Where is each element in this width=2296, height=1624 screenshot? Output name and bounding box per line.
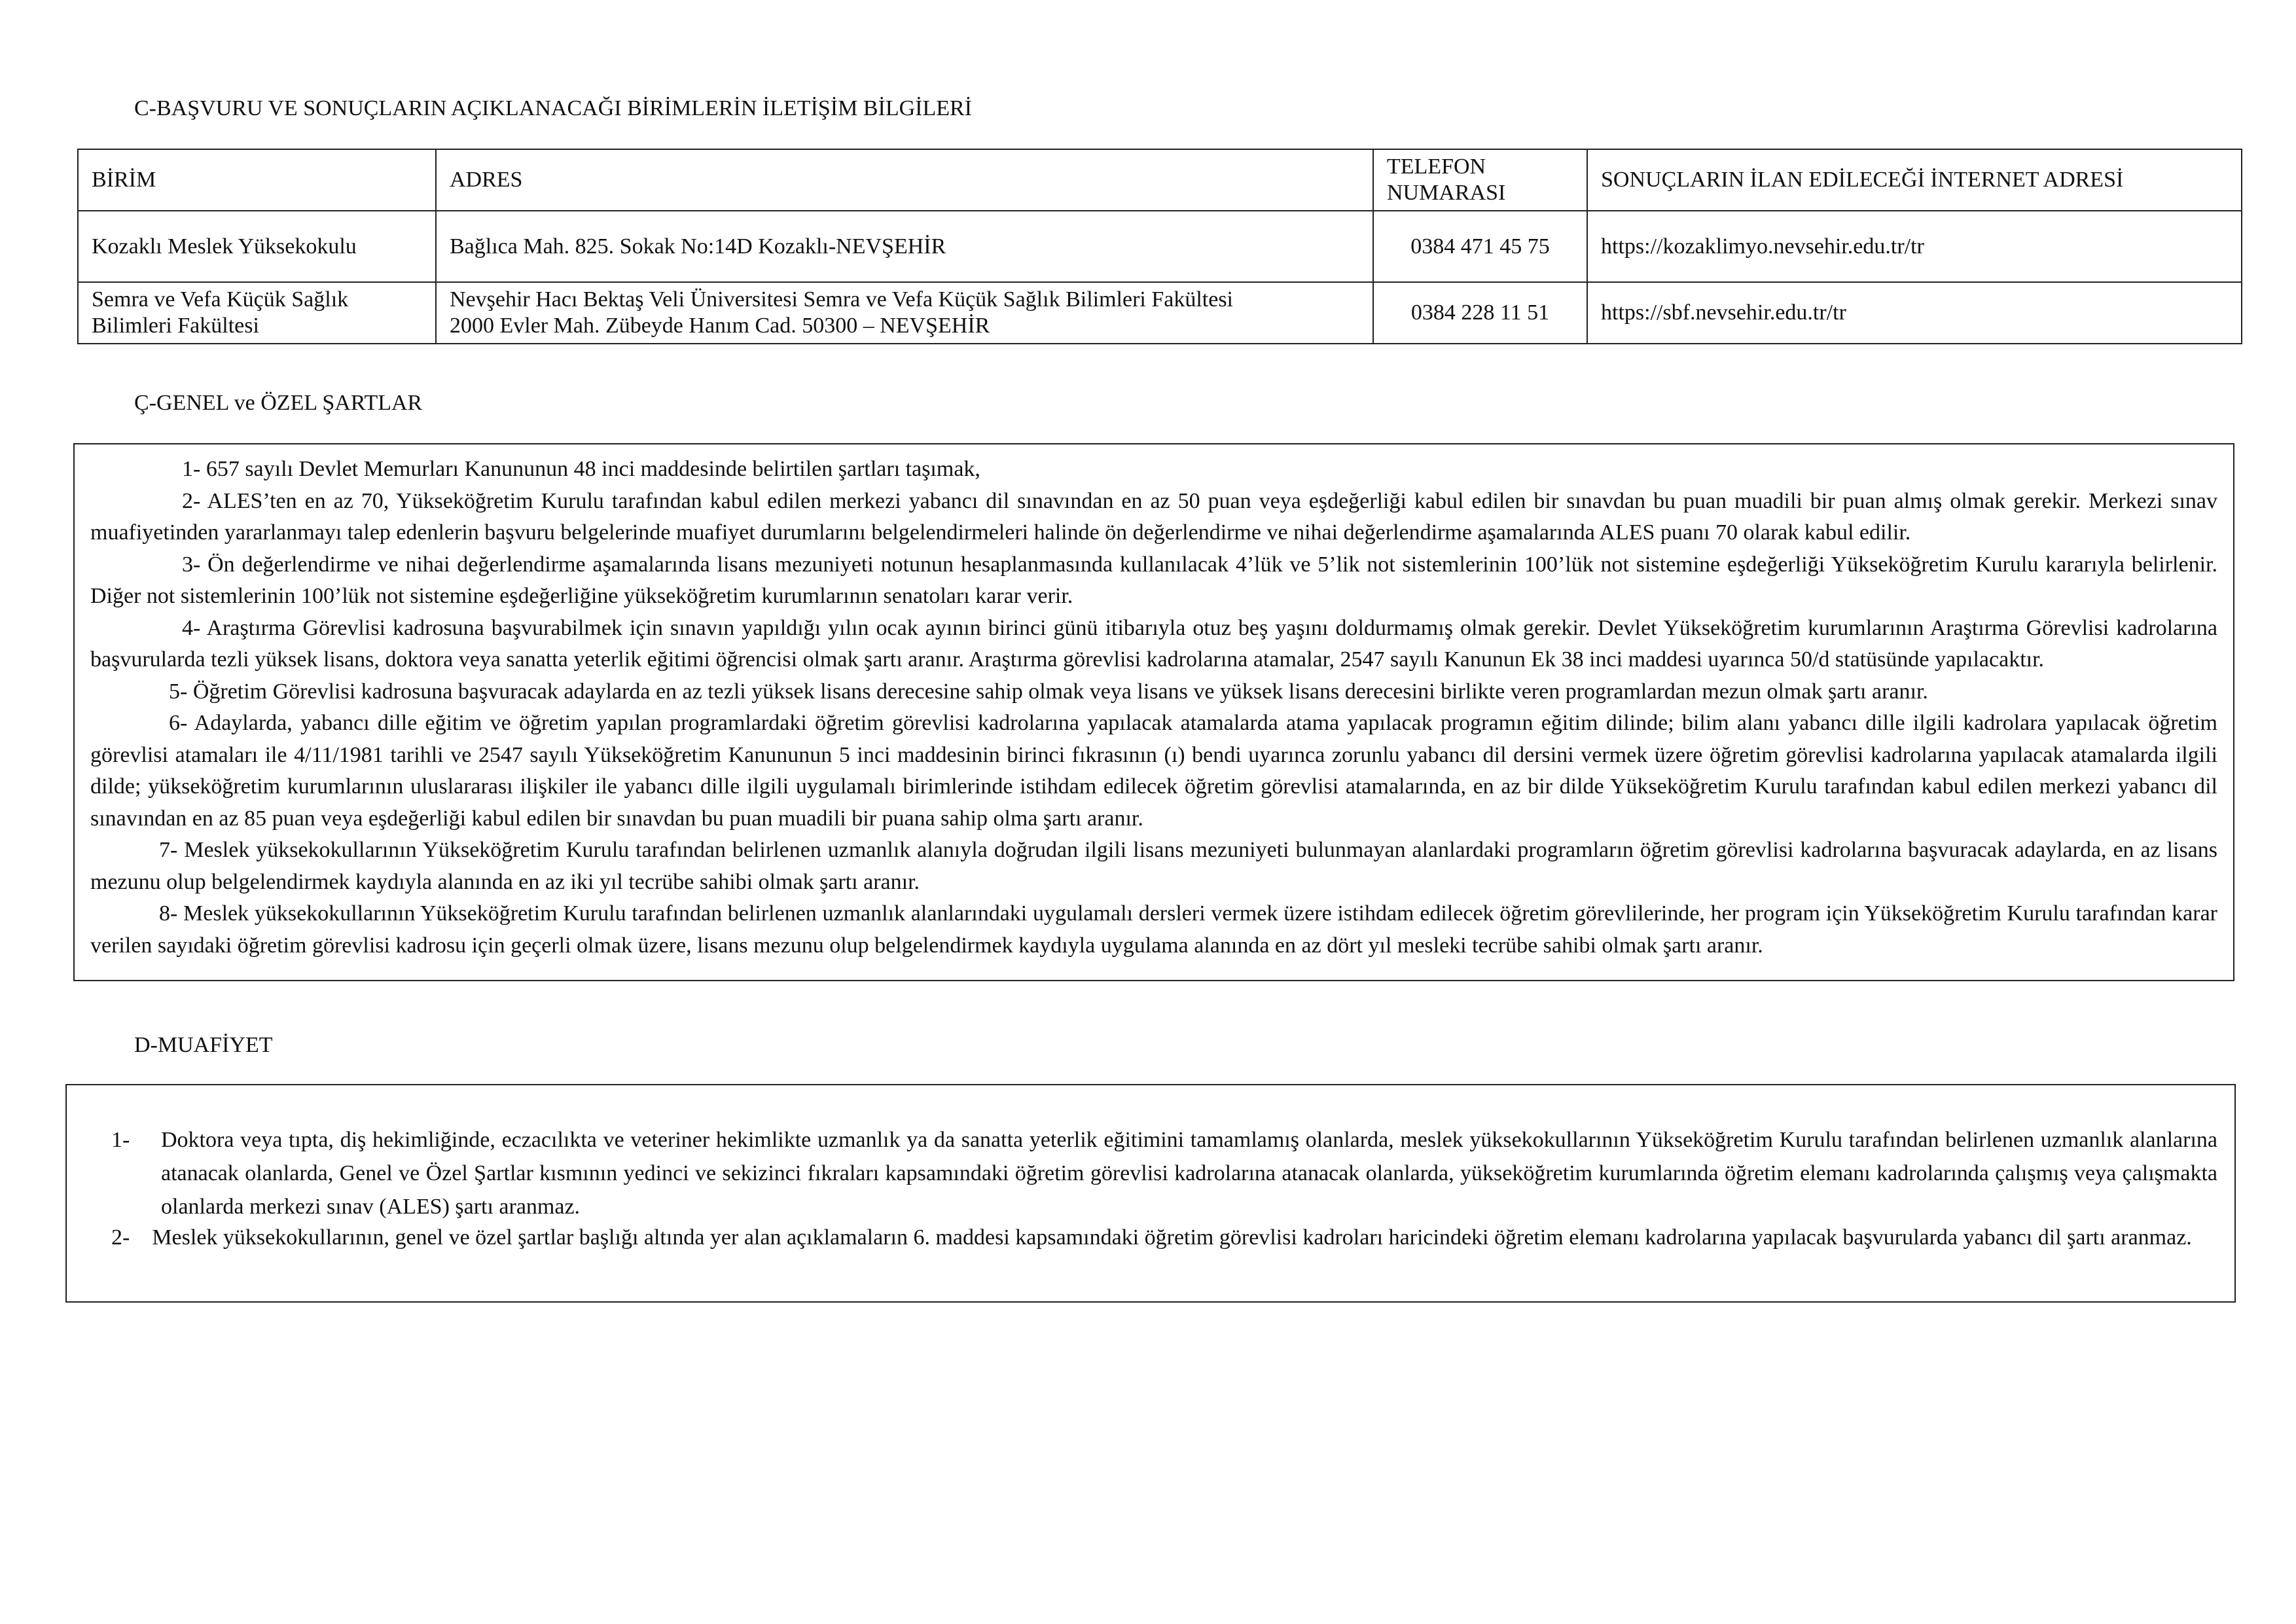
condition-item: 2- ALES’ten en az 70, Yükseköğretim Kurulu tarafından kabul edilen merkezi yabancı dil sınavından en az 50 puan veya eşdeğerliği kabul edilen bir sınavdan bu puan muadili bir puan almış olmak gerekir. Merkezi sınav muafiyetinden yararlanmayı talep edenlerin başvuru belgelerinde muafiyet durumlarını belgelendirmeleri halinde ön değerlendirme ve nihai değerlendirme aşamalarında ALES puanı 70 olarak kabul edilir.	[90, 488, 2217, 545]
section-cc-heading: Ç-GENEL ve ÖZEL ŞARTLAR	[134, 391, 423, 415]
url-cell: https://kozaklimyo.nevsehir.edu.tr/tr	[1587, 211, 2242, 282]
phone-cell: 0384 471 45 75	[1373, 211, 1587, 282]
address-cell	[436, 211, 1373, 282]
condition-item: 3- Ön değerlendirme ve nihai değerlendirme aşamalarında lisans mezuniyeti notunun hesaplanmasında kullanılacak 4’lük ve 5’lik not sistemlerinin 100’lük not sistemine eşdeğerliği Yükseköğretim Kurulu kararıyla belirlenir. Diğer not sistemlerinin 100’lük not sistemine eşdeğerliğine yükseköğretim kurumlarının senatoları karar verir.	[90, 552, 2217, 608]
conditions-box	[73, 443, 2234, 981]
table-row	[78, 211, 2242, 282]
exemption-text: Doktora veya tıpta, diş hekimliğinde, eczacılıkta ve veteriner hekimlikte uzmanlık ya da sanatta yeterlik eğitimini tamamlamış olanlarda, meslek yüksekokullarının Yükseköğretim Kurulu tarafından belirlenen uzmanlık alanlarına atanacak olanlarda, Genel ve Özel Şartlar kısmının yedinci ve sekizinci fıkraları kapsamındaki öğretim görevlisi kadrolarına atanacak olanlarda, yükseköğretim kurumlarında öğretim elemanı kadrolarında çalışmış veya çalışmakta olanlarda merkezi sınav (ALES) şartı aranmaz.	[161, 1128, 2217, 1219]
contacts-table	[77, 149, 2242, 344]
exemption-item	[93, 1221, 2217, 1254]
column-header-phone: TELEFON NUMARASI	[1373, 149, 1587, 211]
column-header-unit: BİRİM	[78, 149, 436, 211]
exemption-text: Meslek yüksekokullarının, genel ve özel şartlar başlığı altında yer alan açıklamaların 6. maddesi kapsamındaki öğretim görevlisi kadroları haricindeki öğretim elemanı kadrolarına yapılacak başvurularda yabancı dil şartı aranmaz.	[152, 1225, 2192, 1250]
address-line: Nevşehir Hacı Bektaş Veli Üniversitesi Semra ve Vefa Küçük Sağlık Bilimleri Fakültesi	[450, 287, 1234, 312]
address-line: Bağlıca Mah. 825. Sokak No:14D Kozaklı-NEVŞEHİR	[450, 234, 946, 259]
table-header-row	[78, 149, 2242, 211]
condition-item: 6- Adaylarda, yabancı dille eğitim ve öğretim yapılan programlardaki öğretim görevlisi kadrolarına yapılacak atamalarda atama yapılacak programın eğitim dilinde; bilim alanı yabancı dille ilgili kadrolara yapılacak öğretim görevlisi atamaları ile 4/11/1981 tarihli ve 2547 sayılı Yükseköğretim Kanununun 5 inci maddesinin birinci fıkrasının (ı) bendi uyarınca zorunlu yabancı dil dersini vermek üzere öğretim görevlisi kadrolarına yapılacak atamalarda ilgili dilde; yükseköğretim kurumlarının uluslararası ilişkiler ile yabancı dille ilgili uygulamalı birimlerinde istihdam edilecek öğretim görevlisi atamalarında, en az bir dilde Yükseköğretim Kurulu tarafından kabul edilen merkezi yabancı dil sınavından en az 85 puan veya eşdeğerliği kabul edilen bir sınavdan bu puan muadili bir puana sahip olma şartı aranır.	[90, 711, 2217, 831]
address-cell	[436, 282, 1373, 344]
column-header-address: ADRES	[436, 149, 1373, 211]
condition-item: 1- 657 sayılı Devlet Memurları Kanununun 48 inci maddesinde belirtilen şartları taşımak,	[182, 457, 980, 481]
unit-cell: Kozaklı Meslek Yüksekokulu	[78, 211, 436, 282]
table-row	[78, 282, 2242, 344]
exemption-number: 1-	[111, 1128, 130, 1152]
phone-cell: 0384 228 11 51	[1373, 282, 1587, 344]
condition-item: 8- Meslek yüksekokullarının Yükseköğretim Kurulu tarafından belirlenen uzmanlık alanlarındaki uygulamalı dersleri vermek üzere istihdam edilecek öğretim görevlilerinde, her program için Yükseköğretim Kurulu tarafından karar verilen sayıdaki öğretim görevlisi kadrosu için geçerli olmak üzere, lisans mezunu olup belgelendirmek kaydıyla uygulama alanında en az dört yıl mesleki tecrübe sahibi olmak şartı aranır.	[90, 901, 2217, 958]
section-c-heading: C-BAŞVURU VE SONUÇLARIN AÇIKLANACAĞI BİRİMLERİN İLETİŞİM BİLGİLERİ	[134, 96, 972, 120]
column-header-url: SONUÇLARIN İLAN EDİLECEĞİ İNTERNET ADRESİ	[1587, 149, 2242, 211]
address-line: 2000 Evler Mah. Zübeyde Hanım Cad. 50300 – NEVŞEHİR	[450, 314, 990, 338]
section-d-heading: D-MUAFİYET	[134, 1033, 273, 1057]
condition-item: 7- Meslek yüksekokullarının Yükseköğretim Kurulu tarafından belirlenen uzmanlık alanıyla doğrudan ilgili lisans mezuniyeti bulunmayan alanlardaki programların öğretim görevlisi kadrolarına başvuracak adaylarda, en az lisans mezunu olup belgelendirmek kaydıyla alanında en az iki yıl tecrübe sahibi olmak şartı aranır.	[90, 838, 2217, 894]
exemption-item	[93, 1123, 2217, 1223]
url-cell: https://sbf.nevsehir.edu.tr/tr	[1587, 282, 2242, 344]
condition-item: 5- Öğretim Görevlisi kadrosuna başvuracak adaylarda en az tezli yüksek lisans derecesine sahip olmak veya lisans ve yüksek lisans derecesini birlikte veren programlardan mezun olmak şartı aranır.	[169, 679, 1928, 704]
condition-item: 4- Araştırma Görevlisi kadrosuna başvurabilmek için sınavın yapıldığı yılın ocak ayının birinci günü itibarıyla otuz beş yaşını doldurmamış olmak gerekir. Devlet Yükseköğretim kurumlarının Araştırma Görevlisi kadrolarına başvurularda tezli yüksek lisans, doktora veya sanatta yeterlik eğitimi öğrencisi olmak şartı aranır. Araştırma görevlisi kadrolarına atamalar, 2547 sayılı Kanunun Ek 38 inci maddesi uyarınca 50/d statüsünde yapılacaktır.	[90, 615, 2217, 672]
unit-cell: Semra ve Vefa Küçük Sağlık Bilimleri Fakültesi	[78, 282, 436, 344]
exemption-box	[65, 1084, 2236, 1303]
exemption-number: 2-	[111, 1225, 147, 1250]
